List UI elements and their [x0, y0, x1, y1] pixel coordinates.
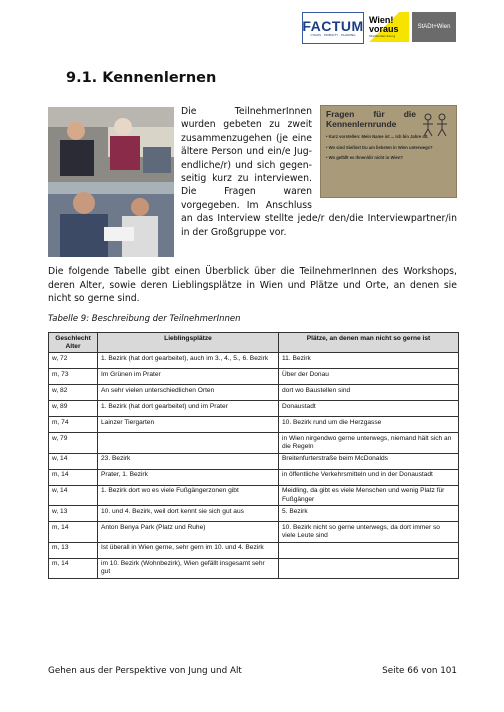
- cell-disliked-places: Meidling, da gibt es viele Menschen und wenig Platz für Fußgänger: [279, 485, 459, 505]
- intro-block: [181, 105, 457, 239]
- cell-favorite-places: [98, 433, 279, 453]
- table-row: [49, 469, 459, 485]
- cell-favorite-places: 23. Bezirk: [98, 453, 279, 469]
- cell-favorite-places: im 10. Bezirk (Wohnbezirk), Wien gefällt insgesamt sehr gut: [98, 558, 279, 578]
- header-gender-age: Geschlecht Alter: [49, 333, 98, 353]
- table-row: [49, 369, 459, 385]
- table-row: [49, 353, 459, 369]
- cell-disliked-places: [279, 558, 459, 578]
- cell-favorite-places: An sehr vielen unterschiedlichen Orten: [98, 385, 279, 401]
- cell-favorite-places: Anton Benya Park (Platz und Ruhe): [98, 522, 279, 542]
- cell-disliked-places: dort wo Baustellen sind: [279, 385, 459, 401]
- factum-logo: [302, 12, 364, 44]
- cell-disliked-places: 10. Bezirk rund um die Herzgasse: [279, 417, 459, 433]
- cell-gender-age: m, 14: [49, 469, 98, 485]
- header-logos: [302, 12, 456, 42]
- section-heading: 9.1. Kennenlernen: [66, 70, 217, 86]
- cell-gender-age: m, 73: [49, 369, 98, 385]
- workshop-photo: [48, 107, 174, 257]
- cell-gender-age: w, 82: [49, 385, 98, 401]
- cell-favorite-places: Im Grünen im Prater: [98, 369, 279, 385]
- cell-favorite-places: 1. Bezirk dort wo es viele Fußgängerzonen gibt: [98, 485, 279, 505]
- participants-table: [48, 332, 459, 579]
- header-disliked-places: Plätze, an denen man nicht so gerne ist: [279, 333, 459, 353]
- cell-disliked-places: in öffentliche Verkehrsmitteln und in der Donaustadt: [279, 469, 459, 485]
- cell-disliked-places: [279, 542, 459, 558]
- cell-disliked-places: Breitenfurterstraße beim McDonalds: [279, 453, 459, 469]
- stadt-wien-logo: [412, 12, 456, 42]
- table-row: [49, 453, 459, 469]
- cell-gender-age: w, 14: [49, 485, 98, 505]
- cell-favorite-places: 1. Bezirk (hat dort gearbeitet), auch im 3., 4., 5., 6. Bezirk: [98, 353, 279, 369]
- stick-figures-icon: [420, 112, 450, 138]
- table-row: [49, 558, 459, 578]
- table-intro-paragraph: Die folgende Tabelle gibt einen Überblick über die TeilnehmerInnen des Workshops, deren Alter, sowie deren Lieblingsplätze in Wien und Plätze und Orte, an denen sie nicht so gerne sind.: [48, 266, 457, 305]
- factum-logo-text: FACTUM: [302, 18, 364, 34]
- slide-bullet: • Wo sind Sie/bist Du am liebsten in Wien unterwegs?: [326, 144, 433, 150]
- wien-logo-subtext: Stadtentwicklung: [369, 34, 396, 38]
- cell-gender-age: m, 13: [49, 542, 98, 558]
- table-row: [49, 506, 459, 522]
- table-row: [49, 433, 459, 453]
- table-row: [49, 401, 459, 417]
- table-row: [49, 542, 459, 558]
- slide-bullet: • Kurz vorstellen: Mein Name ist ... Ich bin Jahre alt.: [326, 134, 429, 139]
- table-header-row: [49, 333, 459, 353]
- cell-gender-age: m, 74: [49, 417, 98, 433]
- wien-logo-text: Wien!: [369, 15, 394, 25]
- slide-bullet: • Wo gefällt es Ihnen/dir nicht in Wien?: [326, 155, 403, 160]
- cell-favorite-places: Ist überall in Wien gerne, sehr gern im 10. und 4. Bezirk: [98, 542, 279, 558]
- cell-gender-age: w, 14: [49, 453, 98, 469]
- page-number: Seite 66 von 101: [382, 666, 457, 676]
- cell-gender-age: m, 14: [49, 558, 98, 578]
- stadt-wien-logo-text: StADt+Wien: [417, 24, 451, 30]
- header-favorite-places: Lieblingsplätze: [98, 333, 279, 353]
- cell-disliked-places: Über der Donau: [279, 369, 459, 385]
- slide-image: [320, 105, 457, 198]
- table-row: [49, 417, 459, 433]
- table-row: [49, 522, 459, 542]
- table-row: [49, 385, 459, 401]
- factum-logo-subtext: CHAOS · MOBILITY · PLANUNG: [310, 33, 356, 37]
- cell-disliked-places: 11. Bezirk: [279, 353, 459, 369]
- cell-gender-age: w, 89: [49, 401, 98, 417]
- table-caption: Tabelle 9: Beschreibung der TeilnehmerInnen: [48, 314, 241, 324]
- cell-disliked-places: Donaustadt: [279, 401, 459, 417]
- cell-gender-age: w, 13: [49, 506, 98, 522]
- footer-title: Gehen aus der Perspektive von Jung und Alt: [48, 666, 242, 676]
- slide-title: Fragen für die Kennenlernrunde: [326, 109, 416, 129]
- cell-gender-age: m, 14: [49, 522, 98, 542]
- cell-favorite-places: 10. und 4. Bezirk, weil dort kennt sie sich gut aus: [98, 506, 279, 522]
- cell-gender-age: w, 79: [49, 433, 98, 453]
- cell-disliked-places: 10. Bezirk nicht so gerne unterwegs, da dort immer so viele Leute sind: [279, 522, 459, 542]
- wien-voraus-logo: [367, 12, 409, 42]
- cell-favorite-places: Prater, 1. Bezirk: [98, 469, 279, 485]
- cell-favorite-places: Lainzer Tiergarten: [98, 417, 279, 433]
- cell-disliked-places: in Wien nirgendwo gerne unterwegs, niemand hält sich an die Regeln: [279, 433, 459, 453]
- table-row: [49, 485, 459, 505]
- cell-disliked-places: 5. Bezirk: [279, 506, 459, 522]
- cell-gender-age: w, 72: [49, 353, 98, 369]
- workshop-photo-image: [48, 107, 174, 257]
- cell-favorite-places: 1. Bezirk (hat dort gearbeitet) und im Prater: [98, 401, 279, 417]
- voraus-logo-text: voraus: [369, 24, 399, 34]
- intro-text: Die TeilnehmerInnen wurden gebeten zu zweit zusammenzugehen (je eine ältere Person und ein/e Jugendliche/r) und sich gegenseitig kurz zu interviewen. Die Fragen waren vorgegeben. Im Anschluss an das Interview stellte jede/r den/die Interviewpartner/in in der Großgruppe vor.: [181, 106, 457, 238]
